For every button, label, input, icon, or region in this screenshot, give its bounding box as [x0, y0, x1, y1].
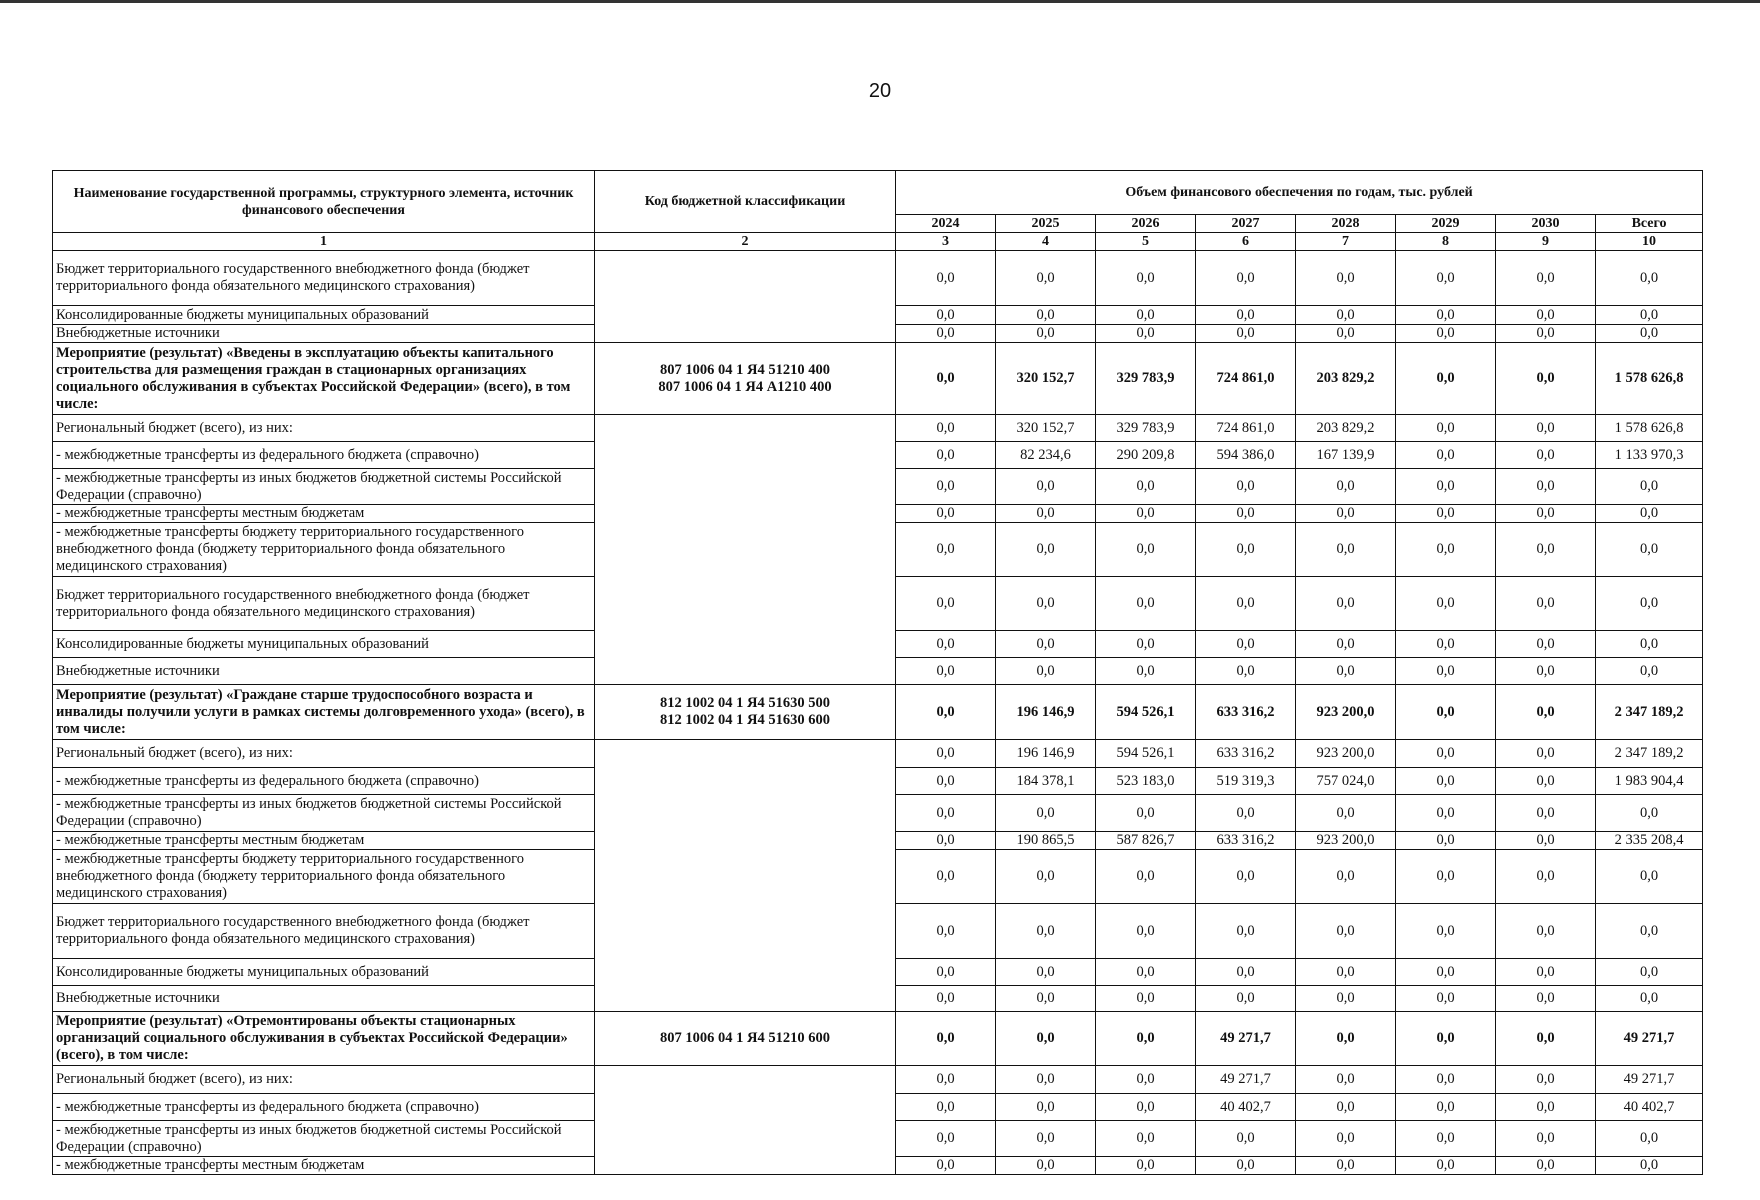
year-value-cell: 0,0 — [1496, 768, 1596, 795]
year-value-cell: 0,0 — [1296, 325, 1396, 343]
year-value-cell: 0,0 — [996, 658, 1096, 685]
year-value-cell: 0,0 — [1096, 577, 1196, 631]
year-value-cell: 633 316,2 — [1196, 832, 1296, 850]
year-value-cell: 0,0 — [1096, 1012, 1196, 1066]
year-value-cell: 0,0 — [896, 1094, 996, 1121]
year-value-cell: 0,0 — [1496, 306, 1596, 325]
year-value-cell: 0,0 — [896, 850, 996, 904]
year-value-cell: 0,0 — [996, 505, 1096, 523]
year-value-cell: 0,0 — [1396, 740, 1496, 768]
year-value-cell: 0,0 — [1396, 523, 1496, 577]
year-value-cell: 0,0 — [1296, 1094, 1396, 1121]
year-value-cell: 0,0 — [1196, 505, 1296, 523]
column-number: 6 — [1196, 233, 1296, 251]
total-value-cell: 0,0 — [1596, 523, 1703, 577]
column-number: 10 — [1596, 233, 1703, 251]
year-value-cell: 0,0 — [1396, 904, 1496, 959]
year-value-cell: 0,0 — [896, 1012, 996, 1066]
table-row-measure — [53, 343, 1703, 415]
year-value-cell: 0,0 — [1496, 1012, 1596, 1066]
year-value-cell: 0,0 — [1496, 959, 1596, 986]
year-value-cell: 167 139,9 — [1296, 442, 1396, 469]
year-value-cell: 0,0 — [996, 325, 1096, 343]
year-value-cell: 0,0 — [1096, 325, 1196, 343]
year-value-cell: 0,0 — [1396, 959, 1496, 986]
year-value-cell: 0,0 — [1396, 768, 1496, 795]
year-value-cell: 0,0 — [1196, 469, 1296, 505]
year-value-cell: 0,0 — [1196, 850, 1296, 904]
header-year: 2030 — [1496, 215, 1596, 233]
row-name-cell: - межбюджетные трансферты бюджету территориального государственного внебюджетного фонда (бюджету территориального фонда обязательного медицинского страхования) — [53, 523, 595, 577]
year-value-cell: 0,0 — [1396, 631, 1496, 658]
year-value-cell: 0,0 — [896, 795, 996, 832]
table-row-measure — [53, 1012, 1703, 1066]
budget-code-cell: 812 1002 04 1 Я4 51630 500 812 1002 04 1 Я4 51630 600 — [595, 685, 896, 740]
year-value-cell: 0,0 — [1496, 325, 1596, 343]
year-value-cell: 0,0 — [1396, 1012, 1496, 1066]
year-value-cell: 0,0 — [1296, 1157, 1396, 1175]
row-name-cell: Региональный бюджет (всего), из них: — [53, 1066, 595, 1094]
table-row — [53, 740, 1703, 768]
year-value-cell: 0,0 — [896, 469, 996, 505]
year-value-cell: 0,0 — [896, 523, 996, 577]
column-number: 2 — [595, 233, 896, 251]
header-year: 2028 — [1296, 215, 1396, 233]
row-name-cell: - межбюджетные трансферты бюджету территориального государственного внебюджетного фонда (бюджету территориального фонда обязательного медицинского страхования) — [53, 850, 595, 904]
row-name-cell: Внебюджетные источники — [53, 986, 595, 1012]
row-name-cell: - межбюджетные трансферты местным бюджетам — [53, 505, 595, 523]
year-value-cell: 0,0 — [1196, 631, 1296, 658]
year-value-cell: 633 316,2 — [1196, 685, 1296, 740]
year-value-cell: 196 146,9 — [996, 685, 1096, 740]
row-name-cell: - межбюджетные трансферты из иных бюджетов бюджетной системы Российской Федерации (справочно) — [53, 469, 595, 505]
row-name-cell: - межбюджетные трансферты из федерального бюджета (справочно) — [53, 442, 595, 469]
table-body — [53, 251, 1703, 1175]
year-value-cell: 0,0 — [996, 1066, 1096, 1094]
table-row — [53, 415, 1703, 442]
year-value-cell: 196 146,9 — [996, 740, 1096, 768]
total-value-cell: 0,0 — [1596, 469, 1703, 505]
year-value-cell: 0,0 — [1496, 505, 1596, 523]
row-name-cell: Региональный бюджет (всего), из них: — [53, 740, 595, 768]
row-name-cell: Бюджет территориального государственного внебюджетного фонда (бюджет территориального фонда обязательного медицинского страхования) — [53, 251, 595, 306]
row-name-cell: Мероприятие (результат) «Граждане старше трудоспособного возраста и инвалиды получили услуги в рамках системы долговременного ухода» (всего), в том числе: — [53, 685, 595, 740]
year-value-cell: 0,0 — [1396, 325, 1496, 343]
year-value-cell: 0,0 — [896, 685, 996, 740]
top-border-line — [0, 0, 1760, 3]
total-value-cell: 0,0 — [1596, 904, 1703, 959]
row-name-cell: Бюджет территориального государственного внебюджетного фонда (бюджет территориального фонда обязательного медицинского страхования) — [53, 577, 595, 631]
total-value-cell: 0,0 — [1596, 795, 1703, 832]
header-year: 2024 — [896, 215, 996, 233]
year-value-cell: 0,0 — [896, 832, 996, 850]
budget-code-empty-cell — [595, 251, 896, 343]
table-row-measure — [53, 685, 1703, 740]
row-name-cell: - межбюджетные трансферты из федерального бюджета (справочно) — [53, 768, 595, 795]
total-value-cell: 0,0 — [1596, 631, 1703, 658]
total-value-cell: 49 271,7 — [1596, 1012, 1703, 1066]
year-value-cell: 0,0 — [1196, 795, 1296, 832]
year-value-cell: 0,0 — [1396, 251, 1496, 306]
year-value-cell: 633 316,2 — [1196, 740, 1296, 768]
budget-code-empty-cell — [595, 1066, 896, 1175]
year-value-cell: 587 826,7 — [1096, 832, 1196, 850]
total-value-cell: 2 347 189,2 — [1596, 685, 1703, 740]
year-value-cell: 0,0 — [1496, 577, 1596, 631]
budget-code-cell: 807 1006 04 1 Я4 51210 600 — [595, 1012, 896, 1066]
year-value-cell: 757 024,0 — [1296, 768, 1396, 795]
total-value-cell: 0,0 — [1596, 1157, 1703, 1175]
year-value-cell: 0,0 — [1496, 904, 1596, 959]
year-value-cell: 203 829,2 — [1296, 415, 1396, 442]
row-name-cell: Консолидированные бюджеты муниципальных образований — [53, 959, 595, 986]
header-year: 2027 — [1196, 215, 1296, 233]
year-value-cell: 0,0 — [1496, 1121, 1596, 1157]
year-value-cell: 0,0 — [1296, 1121, 1396, 1157]
year-value-cell: 0,0 — [996, 904, 1096, 959]
year-value-cell: 0,0 — [1396, 986, 1496, 1012]
year-value-cell: 0,0 — [896, 740, 996, 768]
year-value-cell: 0,0 — [1196, 658, 1296, 685]
total-value-cell: 1 133 970,3 — [1596, 442, 1703, 469]
row-name-cell: Региональный бюджет (всего), из них: — [53, 415, 595, 442]
year-value-cell: 0,0 — [1396, 1121, 1496, 1157]
total-value-cell: 40 402,7 — [1596, 1094, 1703, 1121]
year-value-cell: 0,0 — [1296, 577, 1396, 631]
row-name-cell: - межбюджетные трансферты из иных бюджетов бюджетной системы Российской Федерации (справочно) — [53, 1121, 595, 1157]
year-value-cell: 0,0 — [1396, 850, 1496, 904]
year-value-cell: 0,0 — [1296, 306, 1396, 325]
year-value-cell: 0,0 — [1096, 631, 1196, 658]
total-value-cell: 2 347 189,2 — [1596, 740, 1703, 768]
row-name-cell: Консолидированные бюджеты муниципальных образований — [53, 631, 595, 658]
year-value-cell: 0,0 — [1396, 1066, 1496, 1094]
year-value-cell: 190 865,5 — [996, 832, 1096, 850]
year-value-cell: 329 783,9 — [1096, 343, 1196, 415]
header-col-name: Наименование государственной программы, структурного элемента, источник финансового обеспечения — [53, 171, 595, 233]
total-value-cell: 2 335 208,4 — [1596, 832, 1703, 850]
year-value-cell: 0,0 — [1296, 631, 1396, 658]
year-value-cell: 0,0 — [1196, 251, 1296, 306]
year-value-cell: 523 183,0 — [1096, 768, 1196, 795]
year-value-cell: 0,0 — [1396, 1094, 1496, 1121]
column-number: 5 — [1096, 233, 1196, 251]
year-value-cell: 0,0 — [1296, 1066, 1396, 1094]
column-number: 1 — [53, 233, 595, 251]
year-value-cell: 0,0 — [896, 343, 996, 415]
year-value-cell: 0,0 — [1396, 442, 1496, 469]
year-value-cell: 329 783,9 — [1096, 415, 1196, 442]
budget-code-empty-cell — [595, 740, 896, 1012]
year-value-cell: 0,0 — [1096, 1094, 1196, 1121]
year-value-cell: 0,0 — [1396, 832, 1496, 850]
year-value-cell: 923 200,0 — [1296, 832, 1396, 850]
year-value-cell: 0,0 — [1496, 658, 1596, 685]
total-value-cell: 1 983 904,4 — [1596, 768, 1703, 795]
year-value-cell: 0,0 — [1296, 658, 1396, 685]
year-value-cell: 0,0 — [896, 306, 996, 325]
total-value-cell: 0,0 — [1596, 251, 1703, 306]
year-value-cell: 724 861,0 — [1196, 343, 1296, 415]
table-row — [53, 251, 1703, 306]
year-value-cell: 0,0 — [996, 795, 1096, 832]
total-value-cell: 0,0 — [1596, 850, 1703, 904]
total-value-cell: 1 578 626,8 — [1596, 415, 1703, 442]
year-value-cell: 0,0 — [1296, 986, 1396, 1012]
year-value-cell: 0,0 — [896, 505, 996, 523]
year-value-cell: 0,0 — [1196, 306, 1296, 325]
year-value-cell: 0,0 — [1196, 325, 1296, 343]
year-value-cell: 0,0 — [996, 523, 1096, 577]
year-value-cell: 594 526,1 — [1096, 685, 1196, 740]
row-name-cell: Мероприятие (результат) «Отремонтированы объекты стационарных организаций социального обслуживания в субъектах Российской Федерации» (всего), в том числе: — [53, 1012, 595, 1066]
year-value-cell: 0,0 — [896, 415, 996, 442]
row-name-cell: Внебюджетные источники — [53, 325, 595, 343]
header-group-funding: Объем финансового обеспечения по годам, тыс. рублей — [896, 171, 1703, 215]
year-value-cell: 0,0 — [1496, 442, 1596, 469]
year-value-cell: 0,0 — [1096, 850, 1196, 904]
year-value-cell: 0,0 — [896, 904, 996, 959]
year-value-cell: 0,0 — [896, 1157, 996, 1175]
year-value-cell: 0,0 — [1196, 1121, 1296, 1157]
year-value-cell: 0,0 — [1496, 343, 1596, 415]
year-value-cell: 184 378,1 — [996, 768, 1096, 795]
total-value-cell: 0,0 — [1596, 325, 1703, 343]
year-value-cell: 0,0 — [1096, 959, 1196, 986]
year-value-cell: 0,0 — [1196, 904, 1296, 959]
financing-table — [52, 170, 1703, 1175]
year-value-cell: 0,0 — [1496, 740, 1596, 768]
year-value-cell: 0,0 — [1496, 795, 1596, 832]
year-value-cell: 0,0 — [1496, 469, 1596, 505]
year-value-cell: 923 200,0 — [1296, 740, 1396, 768]
row-name-cell: Внебюджетные источники — [53, 658, 595, 685]
row-name-cell: Бюджет территориального государственного внебюджетного фонда (бюджет территориального фонда обязательного медицинского страхования) — [53, 904, 595, 959]
column-number: 4 — [996, 233, 1096, 251]
year-value-cell: 0,0 — [1296, 959, 1396, 986]
year-value-cell: 0,0 — [996, 1012, 1096, 1066]
year-value-cell: 0,0 — [1196, 523, 1296, 577]
year-value-cell: 49 271,7 — [1196, 1066, 1296, 1094]
total-value-cell: 0,0 — [1596, 306, 1703, 325]
row-name-cell: - межбюджетные трансферты из федерального бюджета (справочно) — [53, 1094, 595, 1121]
year-value-cell: 0,0 — [1496, 415, 1596, 442]
year-value-cell: 0,0 — [896, 325, 996, 343]
header-year: 2025 — [996, 215, 1096, 233]
year-value-cell: 0,0 — [1496, 251, 1596, 306]
year-value-cell: 0,0 — [996, 986, 1096, 1012]
table-row — [53, 1066, 1703, 1094]
total-value-cell: 0,0 — [1596, 577, 1703, 631]
year-value-cell: 0,0 — [1096, 469, 1196, 505]
year-value-cell: 0,0 — [1396, 505, 1496, 523]
year-value-cell: 0,0 — [896, 658, 996, 685]
total-value-cell: 0,0 — [1596, 1121, 1703, 1157]
year-value-cell: 0,0 — [1396, 415, 1496, 442]
year-value-cell: 0,0 — [996, 1121, 1096, 1157]
year-value-cell: 0,0 — [996, 959, 1096, 986]
year-value-cell: 203 829,2 — [1296, 343, 1396, 415]
year-value-cell: 40 402,7 — [1196, 1094, 1296, 1121]
year-value-cell: 0,0 — [1096, 986, 1196, 1012]
column-number: 9 — [1496, 233, 1596, 251]
year-value-cell: 0,0 — [896, 442, 996, 469]
header-year: 2026 — [1096, 215, 1196, 233]
page-number: 20 — [868, 80, 892, 102]
year-value-cell: 0,0 — [996, 251, 1096, 306]
year-value-cell: 0,0 — [1196, 577, 1296, 631]
row-name-cell: Мероприятие (результат) «Введены в эксплуатацию объекты капитального строительства для размещения граждан в стационарных организациях социального обслуживания в субъектах Российской Федерации» (всего), в том числе: — [53, 343, 595, 415]
year-value-cell: 0,0 — [1296, 850, 1396, 904]
year-value-cell: 594 526,1 — [1096, 740, 1196, 768]
year-value-cell: 724 861,0 — [1196, 415, 1296, 442]
total-value-cell: 0,0 — [1596, 505, 1703, 523]
year-value-cell: 0,0 — [1096, 1157, 1196, 1175]
year-value-cell: 0,0 — [1096, 904, 1196, 959]
year-value-cell: 0,0 — [896, 1066, 996, 1094]
year-value-cell: 0,0 — [1396, 658, 1496, 685]
year-value-cell: 49 271,7 — [1196, 1012, 1296, 1066]
year-value-cell: 0,0 — [1496, 685, 1596, 740]
year-value-cell: 0,0 — [896, 251, 996, 306]
year-value-cell: 0,0 — [1496, 1094, 1596, 1121]
year-value-cell: 0,0 — [1096, 306, 1196, 325]
year-value-cell: 0,0 — [996, 577, 1096, 631]
budget-code-cell: 807 1006 04 1 Я4 51210 400 807 1006 04 1 Я4 А1210 400 — [595, 343, 896, 415]
year-value-cell: 0,0 — [1296, 1012, 1396, 1066]
year-value-cell: 0,0 — [1396, 577, 1496, 631]
column-number: 8 — [1396, 233, 1496, 251]
year-value-cell: 0,0 — [1196, 959, 1296, 986]
year-value-cell: 0,0 — [1296, 795, 1396, 832]
year-value-cell: 0,0 — [1296, 904, 1396, 959]
total-value-cell: 49 271,7 — [1596, 1066, 1703, 1094]
year-value-cell: 0,0 — [1096, 251, 1196, 306]
year-value-cell: 0,0 — [1096, 1121, 1196, 1157]
year-value-cell: 0,0 — [996, 850, 1096, 904]
year-value-cell: 0,0 — [1296, 469, 1396, 505]
year-value-cell: 0,0 — [896, 1121, 996, 1157]
total-value-cell: 1 578 626,8 — [1596, 343, 1703, 415]
year-value-cell: 923 200,0 — [1296, 685, 1396, 740]
year-value-cell: 290 209,8 — [1096, 442, 1196, 469]
year-value-cell: 0,0 — [1196, 1157, 1296, 1175]
year-value-cell: 0,0 — [996, 1157, 1096, 1175]
year-value-cell: 0,0 — [1396, 795, 1496, 832]
column-number: 7 — [1296, 233, 1396, 251]
year-value-cell: 0,0 — [896, 986, 996, 1012]
year-value-cell: 0,0 — [1396, 306, 1496, 325]
year-value-cell: 0,0 — [996, 306, 1096, 325]
year-value-cell: 0,0 — [1296, 523, 1396, 577]
year-value-cell: 0,0 — [1396, 469, 1496, 505]
year-value-cell: 594 386,0 — [1196, 442, 1296, 469]
year-value-cell: 0,0 — [896, 959, 996, 986]
row-name-cell: - межбюджетные трансферты местным бюджетам — [53, 1157, 595, 1175]
year-value-cell: 0,0 — [1496, 631, 1596, 658]
year-value-cell: 0,0 — [996, 1094, 1096, 1121]
year-value-cell: 0,0 — [1496, 850, 1596, 904]
year-value-cell: 0,0 — [1496, 986, 1596, 1012]
year-value-cell: 0,0 — [1496, 1066, 1596, 1094]
year-value-cell: 0,0 — [1096, 523, 1196, 577]
year-value-cell: 0,0 — [896, 631, 996, 658]
year-value-cell: 0,0 — [996, 469, 1096, 505]
budget-code-empty-cell — [595, 415, 896, 685]
year-value-cell: 0,0 — [1096, 1066, 1196, 1094]
year-value-cell: 0,0 — [1196, 986, 1296, 1012]
year-value-cell: 0,0 — [1296, 505, 1396, 523]
total-value-cell: 0,0 — [1596, 959, 1703, 986]
row-name-cell: - межбюджетные трансферты из иных бюджетов бюджетной системы Российской Федерации (справочно) — [53, 795, 595, 832]
year-value-cell: 0,0 — [1396, 1157, 1496, 1175]
header-total: Всего — [1596, 215, 1703, 233]
year-value-cell: 0,0 — [1496, 523, 1596, 577]
year-value-cell: 519 319,3 — [1196, 768, 1296, 795]
row-name-cell: - межбюджетные трансферты местным бюджетам — [53, 832, 595, 850]
year-value-cell: 0,0 — [1396, 343, 1496, 415]
year-value-cell: 0,0 — [1496, 832, 1596, 850]
year-value-cell: 320 152,7 — [996, 343, 1096, 415]
year-value-cell: 0,0 — [896, 577, 996, 631]
year-value-cell: 320 152,7 — [996, 415, 1096, 442]
year-value-cell: 0,0 — [1096, 658, 1196, 685]
total-value-cell: 0,0 — [1596, 658, 1703, 685]
year-value-cell: 82 234,6 — [996, 442, 1096, 469]
header-year: 2029 — [1396, 215, 1496, 233]
header-col-code: Код бюджетной классификации — [595, 171, 896, 233]
year-value-cell: 0,0 — [1096, 505, 1196, 523]
year-value-cell: 0,0 — [996, 631, 1096, 658]
year-value-cell: 0,0 — [896, 768, 996, 795]
total-value-cell: 0,0 — [1596, 986, 1703, 1012]
year-value-cell: 0,0 — [1296, 251, 1396, 306]
row-name-cell: Консолидированные бюджеты муниципальных образований — [53, 306, 595, 325]
year-value-cell: 0,0 — [1396, 685, 1496, 740]
year-value-cell: 0,0 — [1096, 795, 1196, 832]
column-number: 3 — [896, 233, 996, 251]
year-value-cell: 0,0 — [1496, 1157, 1596, 1175]
